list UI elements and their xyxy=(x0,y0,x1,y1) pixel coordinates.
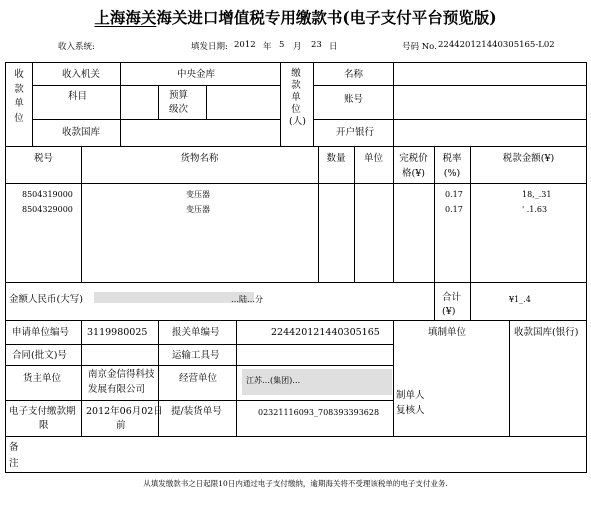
redacted-smear xyxy=(94,292,254,303)
receiver-side-label: 收款单位 xyxy=(14,69,24,124)
office-label: 收入机关 xyxy=(62,69,101,80)
payer-name-label: 名称 xyxy=(344,69,364,80)
operator-label: 经营单位 xyxy=(179,373,218,384)
preparer-label: 制单人 xyxy=(396,390,425,401)
treasury-bank-label: 收款国库(银行) xyxy=(514,327,579,338)
row2-tax-no: 8504329000 xyxy=(22,205,73,214)
remark-label-l1: 备 xyxy=(9,442,19,453)
serial-number: 2244201214403051​65-L02 xyxy=(438,40,555,50)
deadline-label-l2: 限 xyxy=(39,420,49,431)
fill-day: 23 xyxy=(311,40,322,50)
col-tax-no: 税号 xyxy=(33,153,53,164)
fill-unit-label: 填制单位 xyxy=(428,327,467,338)
month-char: 月 xyxy=(293,42,302,52)
bill-no-label: 提/装货单号 xyxy=(171,406,222,417)
row2-amount: ' .1.63 xyxy=(522,205,548,214)
deadline-value-l2: 前 xyxy=(116,420,126,431)
bill-no-value: 02321116093_708393393628 xyxy=(258,408,380,417)
treasury-label: 收款国库 xyxy=(62,127,101,138)
owner-label: 货主单位 xyxy=(23,373,62,384)
applicant-no-value: 3119980025 xyxy=(87,327,148,338)
col-tax-price-l1: 完税价 xyxy=(399,153,428,164)
sum-label-l1: 合计 xyxy=(442,292,462,303)
reviewer-label: 复核人 xyxy=(396,405,425,416)
col-tax-price-l2: 格(¥) xyxy=(402,168,425,179)
fill-date-label: 填发日期: xyxy=(191,42,228,52)
remark-label-l2: 注 xyxy=(9,458,19,469)
transport-label: 运输工具号 xyxy=(172,350,220,361)
title-prefix: 上海海关 xyxy=(94,8,157,27)
deadline-value-l1: 2012年06月02日 xyxy=(86,406,163,417)
document-title xyxy=(0,6,591,28)
sum-label-l2: (¥) xyxy=(442,306,456,317)
declaration-no-label: 报关单编号 xyxy=(172,327,220,338)
fill-month: 5 xyxy=(279,40,285,50)
form-table xyxy=(5,62,587,473)
year-char: 年 xyxy=(263,42,272,52)
operator-value: 江苏…(集团)… xyxy=(246,376,301,385)
col-unit: 单位 xyxy=(363,153,383,164)
col-rate-l1: 税率 xyxy=(442,153,462,164)
declaration-no-value: 224420121440305165 xyxy=(271,327,380,338)
row2-goods-name: 变压器 xyxy=(186,205,210,214)
subject-label: 科目 xyxy=(68,91,88,102)
collect-system-label: 收入系统: xyxy=(58,42,95,52)
col-goods-name: 货物名称 xyxy=(180,153,219,164)
row1-amount: 18,_.31 xyxy=(522,190,552,199)
applicant-no-label: 申请单位编号 xyxy=(12,327,70,338)
rmb-uppercase-value: …陆…分 xyxy=(231,295,263,304)
footer-note: 从填发缴款书之日起限10日内通过电子支付缴纳，逾期海关将不受理该税单的电子支付业务. xyxy=(143,479,448,488)
row2-rate: 0.17 xyxy=(445,205,463,214)
serial-label: 号码 No. xyxy=(402,42,437,52)
col-amount: 税款金额(¥) xyxy=(502,153,555,164)
col-rate-l2: (%) xyxy=(443,168,461,179)
row1-rate: 0.17 xyxy=(445,190,463,199)
budget-level-label: 预算级次 xyxy=(169,90,189,115)
contract-label: 合同(批文)号 xyxy=(12,350,67,361)
payer-bank-label: 开户银行 xyxy=(336,127,375,138)
owner-value-l1: 南京金信得科技 xyxy=(88,369,155,380)
rmb-uppercase-label: 金额人民币(大写) xyxy=(9,294,83,305)
office-value: 中央金库 xyxy=(177,69,216,80)
fill-year: 2012 xyxy=(234,40,256,50)
owner-value-l2: 发展有限公司 xyxy=(88,384,146,395)
payer-account-label: 账号 xyxy=(344,94,364,105)
payer-side-label: 缴款单位(人) xyxy=(289,68,306,127)
title-main: 海关进口增值税专用缴款书(电子支付平台预览版) xyxy=(156,8,497,27)
deadline-label-l1: 电子支付缴款期 xyxy=(9,406,76,417)
col-quantity: 数量 xyxy=(326,153,346,164)
sum-value: ¥1_.4 xyxy=(509,295,531,304)
row1-goods-name: 变压器 xyxy=(186,190,210,199)
day-char: 日 xyxy=(329,42,338,52)
row1-tax-no: 8504319000 xyxy=(22,190,73,199)
